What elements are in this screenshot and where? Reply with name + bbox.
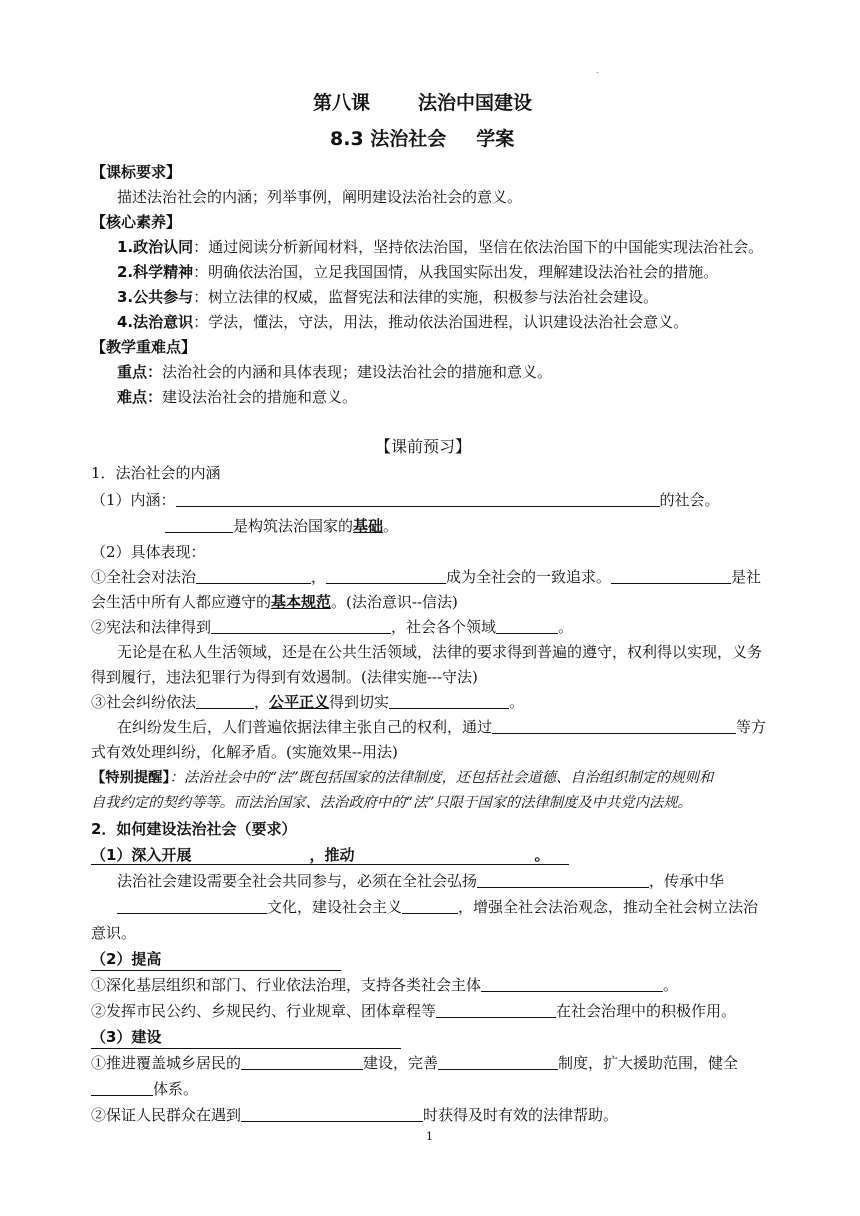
blank[interactable] bbox=[481, 975, 663, 992]
jianshe-2-1: ①深化基层组织和部门、行业依法治理，支持各类社会主体 。 bbox=[91, 976, 679, 994]
section-type: 学案 bbox=[476, 128, 515, 150]
s1-neihan: （1）内涵： 的社会。 bbox=[91, 491, 720, 509]
blank[interactable] bbox=[196, 692, 254, 709]
nandian: 难点：建设法治社会的措施和意义。 bbox=[117, 388, 358, 406]
lesson-title bbox=[313, 92, 860, 114]
biaoxian-1: ①全社会对法治 ， 成为全社会的一致追求。 是社 bbox=[91, 568, 762, 586]
jianshe-2: （2）提高 bbox=[91, 948, 860, 971]
biaoxian-3: ③社会纠纷依法 ，公平正义得到切实 。 bbox=[91, 693, 525, 711]
jianshe-1-text3: 意识。 bbox=[91, 924, 137, 942]
suyang-item-4: 4.法治意识：学法，懂法，守法，用法，推动依法治国进程，认识建设法治社会意义。 bbox=[117, 313, 689, 331]
heading-kebiao: 【课标要求】 bbox=[91, 163, 182, 181]
blank[interactable] bbox=[477, 871, 649, 888]
heading-jianshe: 2．如何建设法治社会（要求） bbox=[91, 820, 297, 838]
page-number: 1 bbox=[426, 1130, 433, 1143]
section-name: 8.3 法治社会 bbox=[330, 128, 447, 150]
blank[interactable] bbox=[117, 897, 267, 914]
blank[interactable] bbox=[611, 567, 731, 584]
lesson-name: 法治中国建设 bbox=[418, 92, 533, 114]
blank[interactable] bbox=[165, 516, 233, 533]
suyang-item-3: 3.公共参与：树立法律的权威，监督宪法和法律的实施，积极参与法治社会建设。 bbox=[117, 288, 659, 306]
s1-title: 1．法治社会的内涵 bbox=[91, 464, 221, 482]
heading-nandian: 【教学重难点】 bbox=[91, 338, 197, 356]
blank[interactable] bbox=[91, 1079, 153, 1096]
jianshe-3-1: ①推进覆盖城乡居民的 建设，完善 制度，扩大援助范围，健全 bbox=[91, 1054, 739, 1072]
biaoxian-2: ②宪法和法律得到 ，社会各个领域 。 bbox=[91, 618, 574, 636]
jianshe-1-text1: 法治社会建设需要全社会共同参与，必须在全社会弘扬 ，传承中华 bbox=[117, 872, 725, 890]
blank[interactable] bbox=[436, 1001, 556, 1018]
heading-suyang: 【核心素养】 bbox=[91, 213, 182, 231]
heading-yuxi: 【课前预习】 bbox=[375, 437, 472, 456]
blank[interactable] bbox=[176, 490, 660, 507]
jianshe-2-2: ②发挥市民公约、乡规民约、行业规章、团体章程等 在社会治理中的积极作用。 bbox=[91, 1002, 737, 1020]
blank[interactable] bbox=[211, 617, 391, 634]
blank[interactable] bbox=[496, 617, 558, 634]
biaoxian-2-text: 无论是在私人生活领域，还是在公共生活领域，法律的要求得到普遍的遵守，权利得以实现，义务 bbox=[117, 643, 763, 661]
s2-title: （2）具体表现： bbox=[91, 543, 206, 561]
jianshe-3-2: 体系。 bbox=[91, 1078, 860, 1100]
blank[interactable] bbox=[196, 567, 311, 584]
blank[interactable] bbox=[402, 897, 458, 914]
blank[interactable] bbox=[389, 692, 509, 709]
blank[interactable] bbox=[241, 1105, 423, 1122]
biaoxian-1b: 会生活中所有人都应遵守的基本规范。(法治意识--信法) bbox=[91, 593, 458, 611]
suyang-item-1: 1.政治认同：通过阅读分析新闻材料，坚持依法治国，坚信在依法治国下的中国能实现法治社会。 bbox=[117, 238, 764, 256]
biaoxian-3-text: 在纠纷发生后，人们普遍依据法律主张自己的权利，通过 等方 bbox=[117, 718, 767, 736]
lesson-number: 第八课 bbox=[313, 92, 371, 114]
jianshe-1-text2: 文化，建设社会主义 ，增强全社会法治观念，推动全社会树立法治 bbox=[117, 896, 860, 918]
blank[interactable] bbox=[438, 1053, 558, 1070]
kebiao-text: 描述法治社会的内涵；列举事例，阐明建设法治社会的意义。 bbox=[117, 188, 523, 206]
jianshe-3: （3）建设 bbox=[91, 1026, 860, 1049]
stray-dot: . bbox=[596, 66, 599, 75]
section-title bbox=[330, 128, 860, 150]
biaoxian-2-text2: 得到履行，违法犯罪行为得到有效遏制。(法律实施---守法) bbox=[91, 668, 478, 686]
blank[interactable] bbox=[241, 1053, 363, 1070]
blank[interactable] bbox=[492, 717, 736, 734]
jianshe-3-3: ②保证人民群众在遇到 时获得及时有效的法律帮助。 bbox=[91, 1106, 619, 1124]
suyang-item-2: 2.科学精神：明确依法治国，立足我国国情，从我国实际出发，理解建设法治社会的措施。 bbox=[117, 263, 719, 281]
zhongdian: 重点：法治社会的内涵和具体表现；建设法治社会的措施和意义。 bbox=[117, 363, 553, 381]
jianshe-1: （1）深入开展 ，推动 。 bbox=[91, 844, 860, 866]
special-note: 【特别提醒】：法治社会中的“法”既包括国家的法律制度，还包括社会道德、自治组织制定的规则和 bbox=[91, 770, 714, 786]
special-note-2: 自我约定的契约等等。而法治国家、法治政府中的“法”只限于国家的法律制度及中共党内法规。 bbox=[91, 795, 692, 811]
blank[interactable] bbox=[326, 567, 446, 584]
biaoxian-3-text2: 式有效处理纠纷，化解矛盾。(实施效果--用法) bbox=[91, 743, 398, 761]
s1-jichu: 是构筑法治国家的基础。 bbox=[165, 515, 860, 537]
